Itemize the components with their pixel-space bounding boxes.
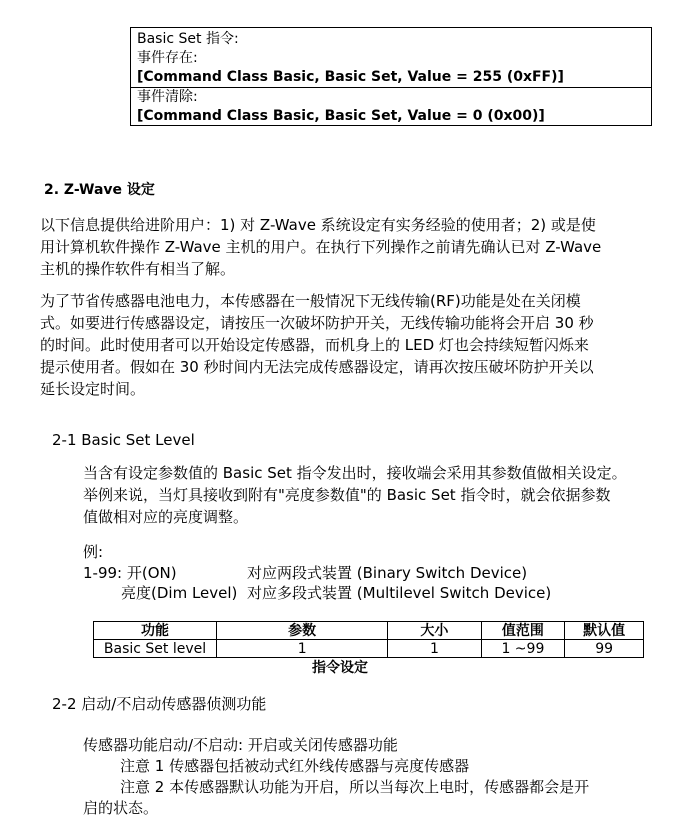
table-cell: 1 (388, 640, 481, 658)
table-cell: 99 (565, 640, 644, 658)
event-exists-command: [Command Class Basic, Basic Set, Value = 255 (0xFF)] (137, 69, 564, 85)
paragraph-line: 主机的操作软件有相当了解。 (40, 260, 236, 278)
example-2-value: 亮度(Dim Level) (121, 584, 238, 602)
paragraph-line: 延长设定时间。 (40, 380, 146, 398)
paragraph-line: 式。如要进行传感器设定，请按压一次破坏防护开关，无线传输功能将会开启 30 秒 (40, 314, 594, 332)
section-2-1-heading: 2-1 Basic Set Level (52, 431, 195, 449)
paragraph-line: 以下信息提供给进阶用户：1) 对 Z-Wave 系统设定有实务经验的使用者；2) 或是使 (40, 216, 596, 234)
note-1: 注意 1 传感器包括被动式红外线传感器与亮度传感器 (120, 757, 470, 775)
table-cell: 1 (217, 640, 388, 658)
paragraph-line: 提示使用者。假如在 30 秒时间内无法完成传感器设定，请再次按压破坏防护开关以 (40, 358, 594, 376)
paragraph-line: 值做相对应的亮度调整。 (83, 508, 249, 526)
paragraph-line: 当含有设定参数值的 Basic Set 指令发出时，接收端会采用其参数值做相关设定。 (83, 464, 627, 482)
example-1-value: 1-99: 开(ON) (83, 564, 177, 582)
column-header: 值范围 (481, 622, 565, 640)
paragraph-line: 为了节省传感器电池电力，本传感器在一般情况下无线传输(RF)功能是处在关闭模 (40, 292, 581, 310)
cmd-box-title: Basic Set 指令: (137, 31, 239, 47)
section-2-heading: 2. Z-Wave 设定 (44, 182, 155, 198)
command-box (130, 27, 652, 126)
example-1-description: 对应两段式装置 (Binary Switch Device) (247, 564, 528, 582)
table-caption: 指令设定 (312, 660, 368, 676)
paragraph-line: 的时间。此时使用者可以开始设定传感器，而机身上的 LED 灯也会持续短暂闪烁来 (40, 336, 589, 354)
table-cell: 1 ~99 (481, 640, 565, 658)
event-clear-label: 事件清除: (137, 89, 198, 105)
note-2: 注意 2 本传感器默认功能为开启，所以当每次上电时，传感器都会是开 (120, 778, 590, 796)
event-clear-command: [Command Class Basic, Basic Set, Value = 0 (0x00)] (137, 108, 545, 124)
event-exists-label: 事件存在: (137, 50, 198, 66)
column-header: 大小 (388, 622, 481, 640)
cmd-box-divider (131, 87, 651, 88)
section-2-2-heading: 2-2 启动/不启动传感器侦测功能 (52, 695, 267, 713)
table-row (94, 640, 644, 658)
paragraph-line: 举例来说，当灯具接收到附有"亮度参数值"的 Basic Set 指令时，就会依据参数 (83, 486, 611, 504)
section-2-1-paragraph (83, 462, 648, 528)
example-label: 例: (83, 543, 104, 561)
column-header: 默认值 (565, 622, 644, 640)
example-2-description: 对应多段式装置 (Multilevel Switch Device) (247, 584, 552, 602)
column-header: 功能 (94, 622, 217, 640)
table-header-row (94, 622, 644, 640)
sensor-function-line: 传感器功能启动/不启动: 开启或关闭传感器功能 (83, 736, 398, 754)
section-2-paragraph-1 (40, 214, 650, 280)
column-header: 参数 (217, 622, 388, 640)
section-2-paragraph-2 (40, 290, 650, 400)
parameter-table (93, 621, 644, 658)
table-cell: Basic Set level (94, 640, 217, 658)
paragraph-line: 用计算机软件操作 Z-Wave 主机的用户。在执行下列操作之前请先确认已对 Z-Wave (40, 238, 602, 256)
note-2-continuation: 启的状态。 (83, 799, 159, 817)
